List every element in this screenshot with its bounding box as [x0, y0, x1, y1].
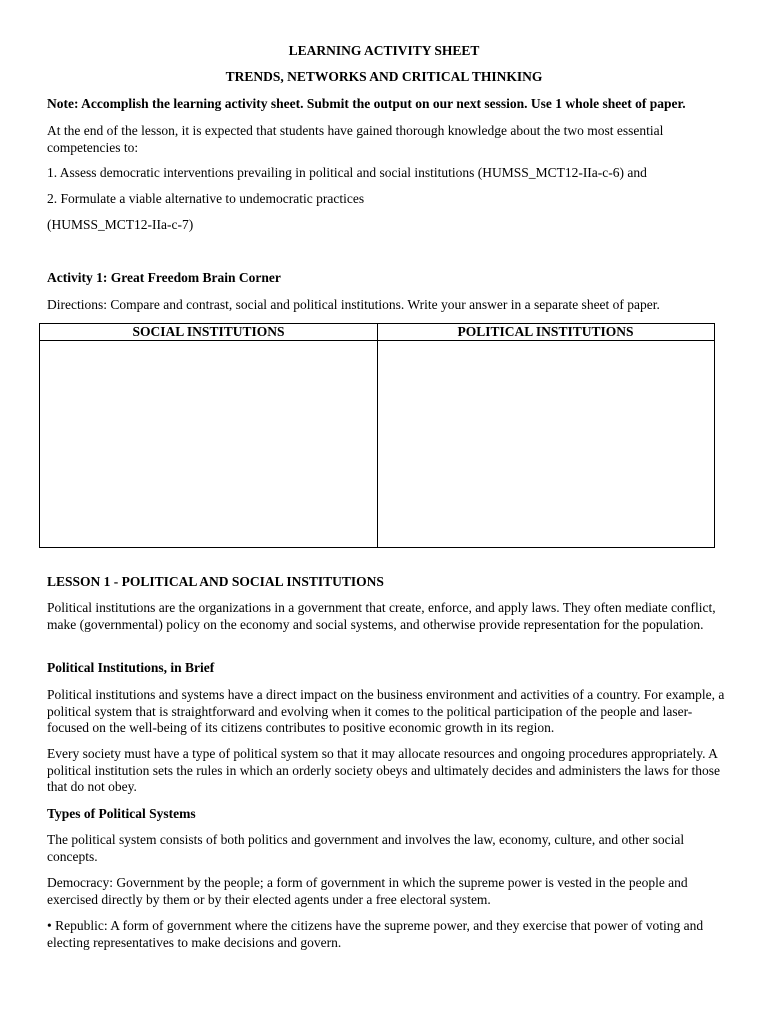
lesson-paragraph-2: Political institutions and systems have a direct impact on the business environment and activities of a country. For example, a political system that is straightforward and evolving when it comes to the political participation of the people and laser-focused on the well-being of its citizens contributes to positive economic growth in its region.	[47, 687, 725, 735]
lesson-paragraph-1: Political institutions are the organizations in a government that create, enforce, and apply laws. They often mediate conflict, make (governmental) policy on the economy and social systems, and otherwise provide representation for the population.	[47, 600, 716, 632]
lesson-paragraph-democracy: Democracy: Government by the people; a form of government in which the supreme power is vested in the people and exercised directly by them or by their elected agents under a free electoral system.	[47, 875, 688, 907]
column-header-social: SOCIAL INSTITUTIONS	[132, 324, 285, 339]
note-text: Note: Accomplish the learning activity sheet. Submit the output on our next session. Use 1 whole sheet of paper.	[47, 96, 686, 111]
subheading-types-political-systems: Types of Political Systems	[47, 806, 196, 821]
competency-2: 2. Formulate a viable alternative to undemocratic practices	[47, 191, 365, 206]
comparison-table	[39, 323, 715, 548]
sheet-subtitle: TRENDS, NETWORKS AND CRITICAL THINKING	[225, 69, 543, 84]
lesson-heading: LESSON 1 - POLITICAL AND SOCIAL INSTITUTIONS	[47, 574, 384, 589]
social-answer-cell[interactable]	[40, 341, 377, 547]
lesson-paragraph-3: Every society must have a type of political system so that it may allocate resources and ongoing procedures appropriately. A political institution sets the rules in which an orderly society obeys and ultimately decides and administers the laws for those that do not obey.	[47, 746, 720, 794]
column-header-political: POLITICAL INSTITUTIONS	[457, 324, 634, 339]
competency-1: 1. Assess democratic interventions prevailing in political and social institutions (HUMSS_MCT12-IIa-c-6) and	[47, 165, 647, 180]
intro-text: At the end of the lesson, it is expected that students have gained thorough knowledge about the two most essential competencies to:	[47, 123, 664, 155]
subheading-political-institutions: Political Institutions, in Brief	[47, 660, 215, 675]
competency-code: (HUMSS_MCT12-IIa-c-7)	[47, 217, 194, 232]
sheet-title: LEARNING ACTIVITY SHEET	[288, 43, 480, 58]
lesson-paragraph-republic: • Republic: A form of government where the citizens have the supreme power, and they exercise that power of voting and electing representatives to make decisions and govern.	[47, 918, 704, 950]
activity-heading: Activity 1: Great Freedom Brain Corner	[47, 270, 281, 285]
activity-directions: Directions: Compare and contrast, social and political institutions. Write your answer in a separate sheet of paper.	[47, 297, 660, 312]
lesson-paragraph-4: The political system consists of both politics and government and involves the law, economy, culture, and other social concepts.	[47, 832, 685, 864]
political-answer-cell[interactable]	[378, 341, 714, 547]
